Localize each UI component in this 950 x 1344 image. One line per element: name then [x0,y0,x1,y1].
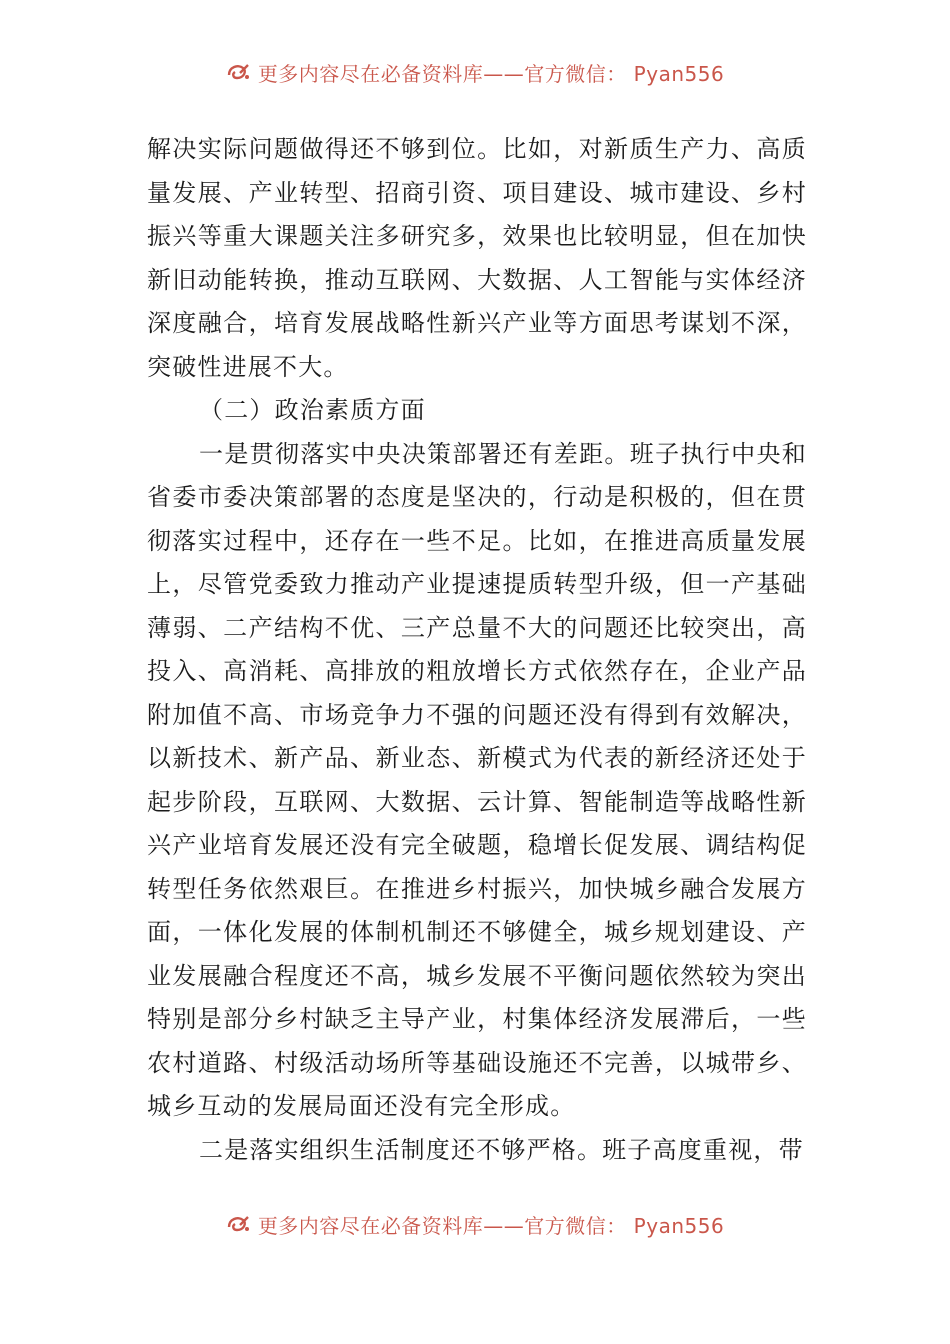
watermark-footer [0,1209,950,1239]
paragraph-political-1: 一是贯彻落实中央决策部署还有差距。班子执行中央和省委市委决策部署的态度是坚决的，行动是积极的，但在贯彻落实过程中，还存在一些不足。比如，在推进高质量发展上，尽管党委致力推动产业提速提质转型升级，但一产基础薄弱、二产结构不优、三产总量不大的问题还比较突出，高投入、高消耗、高排放的粗放增长方式依然存在，企业产品附加值不高、市场竞争力不强的问题还没有得到有效解决，以新技术、新产品、新业态、新模式为代表的新经济还处于起步阶段，互联网、大数据、云计算、智能制造等战略性新兴产业培育发展还没有完全破题，稳增长促发展、调结构促转型任务依然艰巨。在推进乡村振兴，加快城乡融合发展方面，一体化发展的体制机制还不够健全，城乡规划建设、产业发展融合程度还不高，城乡发展不平衡问题依然较为突出特别是部分乡村缺乏主导产业，村集体经济发展滞后，一些农村道路、村级活动场所等基础设施还不完善，以城带乡、城乡互动的发展局面还没有完全形成。 [147,439,807,1120]
watermark-logo-icon [226,61,252,83]
watermark-text: 更多内容尽在必备资料库——官方微信： Pyan556 [257,1213,725,1238]
watermark-text: 更多内容尽在必备资料库——官方微信： Pyan556 [257,61,725,86]
watermark-header [0,57,950,87]
document-body [147,128,807,1172]
paragraph-continued: 解决实际问题做得还不够到位。比如，对新质生产力、高质量发展、产业转型、招商引资、项目建设、城市建设、乡村振兴等重大课题关注多研究多，效果也比较明显，但在加快新旧动能转换，推动互联网、大数据、人工智能与实体经济深度融合，培育发展战略性新兴产业等方面思考谋划不深，突破性进展不大。 [147,135,807,381]
watermark-logo-icon [226,1213,252,1235]
paragraph-political-2: 二是落实组织生活制度还不够严格。班子高度重视，带 [199,1135,804,1164]
section-heading: （二）政治素质方面 [199,396,426,424]
